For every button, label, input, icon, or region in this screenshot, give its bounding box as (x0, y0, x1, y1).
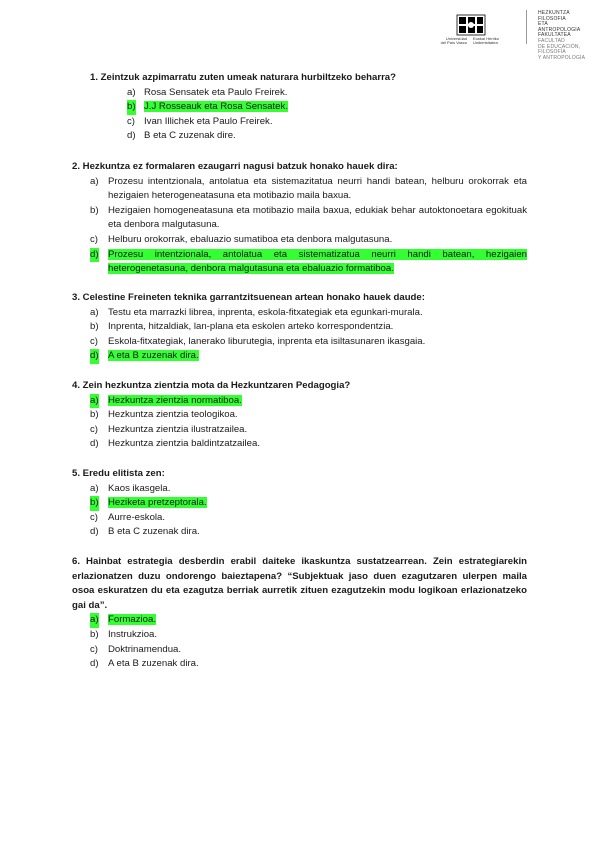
option-d: d) Hezkuntza zientzia baldintzatzailea. (90, 438, 260, 450)
question-3 (72, 291, 527, 364)
option-c: c) Doktrinamendua. (90, 643, 182, 655)
option-c: c) Ivan Illichek eta Paulo Freirek. (127, 115, 273, 127)
option-b: b) Hezkuntza zientzia teologikoa. (90, 409, 238, 421)
question-title: 4. Zein hezkuntza zientzia mota da Hezkuntzaren Pedagogia? (72, 380, 351, 391)
header-divider (526, 10, 527, 44)
option-c: c) Eskola-fitxategiak, lanerako liburutegia, inprenta eta isiltasunaren ikasgaia. (90, 335, 426, 347)
option-b: b) Hezigaien homogeneatasuna eta motibazio maila baxua, edukiak behar autoktonoetara egokituak eta denbora malgutasuna. (90, 204, 527, 231)
option-c: c) Hezkuntza zientzia ilustratzailea. (90, 423, 248, 435)
question-title: 3. Celestine Freineten teknika garrantzitsuenean artean honako hauek daude: (72, 292, 425, 303)
question-1 (72, 71, 527, 144)
question-5 (72, 467, 527, 540)
option-a: a) Hezkuntza zientzia normatiboa. (72, 394, 527, 409)
question-title: 2. Hezkuntza ez formalaren ezaugarri nagusi batzuk honako hauek dira: (72, 161, 398, 172)
option-a: a) Prozesu intentzionala, antolatua eta sistemazitatua neurri handi batean, helburu orokorrak eta hezigaien heterogeneatasuna eta motibazio maila baxua. (90, 175, 527, 202)
faculty-name: HEZKUNTZA FILOSOFIA ETA ANTROPOLOGIA FAKULTATEA FACULTAD DE EDUCACIÓN, FILOSOFÍA Y ANTROPOLOGÍA (538, 10, 586, 61)
page-header (0, 8, 600, 61)
option-b: b) J.J Rosseauk eta Rosa Sensatek. (72, 100, 527, 115)
option-d: d) Prozesu intentzionala, antolatua eta sistematizatua neurri handi batean, hezigaien heterogenetasuna, denbora malgutasuna eta ebaluazio formatiboa. (90, 248, 527, 275)
option-b: b) Instrukzioa. (90, 628, 158, 640)
option-a: a) Formazioa. (72, 613, 527, 628)
option-d: d) B eta C zuzenak dire. (127, 130, 236, 142)
university-logo-icon (455, 14, 487, 36)
option-a: a) Rosa Sensatek eta Paulo Freirek. (127, 86, 288, 98)
question-title: 5. Eredu elitista zen: (72, 468, 165, 479)
university-name-eu: Euskal Herriko Unibertsitatea (473, 36, 500, 45)
university-name-es: Universidad del País Vasco (440, 36, 467, 45)
question-4 (72, 379, 527, 452)
option-d: d) A eta B zuzenak dira. (72, 349, 527, 364)
option-a: a) Testu eta marrazki librea, inprenta, eskola-fitxategiak eta egunkari-murala. (90, 306, 423, 318)
question-6 (72, 555, 527, 672)
option-c: c) Helburu orokorrak, ebaluazio sumatiboa eta denbora malgutasuna. (90, 233, 393, 245)
option-b: b) Inprenta, hitzaldiak, lan-plana eta eskolen arteko korrespondentzia. (90, 321, 394, 333)
option-d: d) B eta C zuzenak dira. (90, 526, 200, 538)
option-c: c) Aurre-eskola. (90, 511, 166, 523)
option-d: d) A eta B zuzenak dira. (90, 658, 199, 670)
option-a: a) Kaos ikasgela. (90, 482, 171, 494)
question-title: 6. Hainbat estrategia desberdin erabil daiteke ikaskuntza sustatzearrean. Zein estrategiarekin erlazionatzen duzu ondorengo baieztapena? “Subjektuak jaso duen ezagutzaren ulerpen maila osoa eskuratzen du eta ezagutza berriak aurretik zituen ezagutzekin modu logikoan erlazionatzeko gai da”. (72, 556, 527, 611)
option-b: b) Heziketa pretzeptorala. (72, 496, 527, 511)
question-title: 1. Zeintzuk azpimarratu zuten umeak naturara hurbiltzeko beharra? (90, 72, 397, 83)
question-2 (72, 160, 527, 277)
